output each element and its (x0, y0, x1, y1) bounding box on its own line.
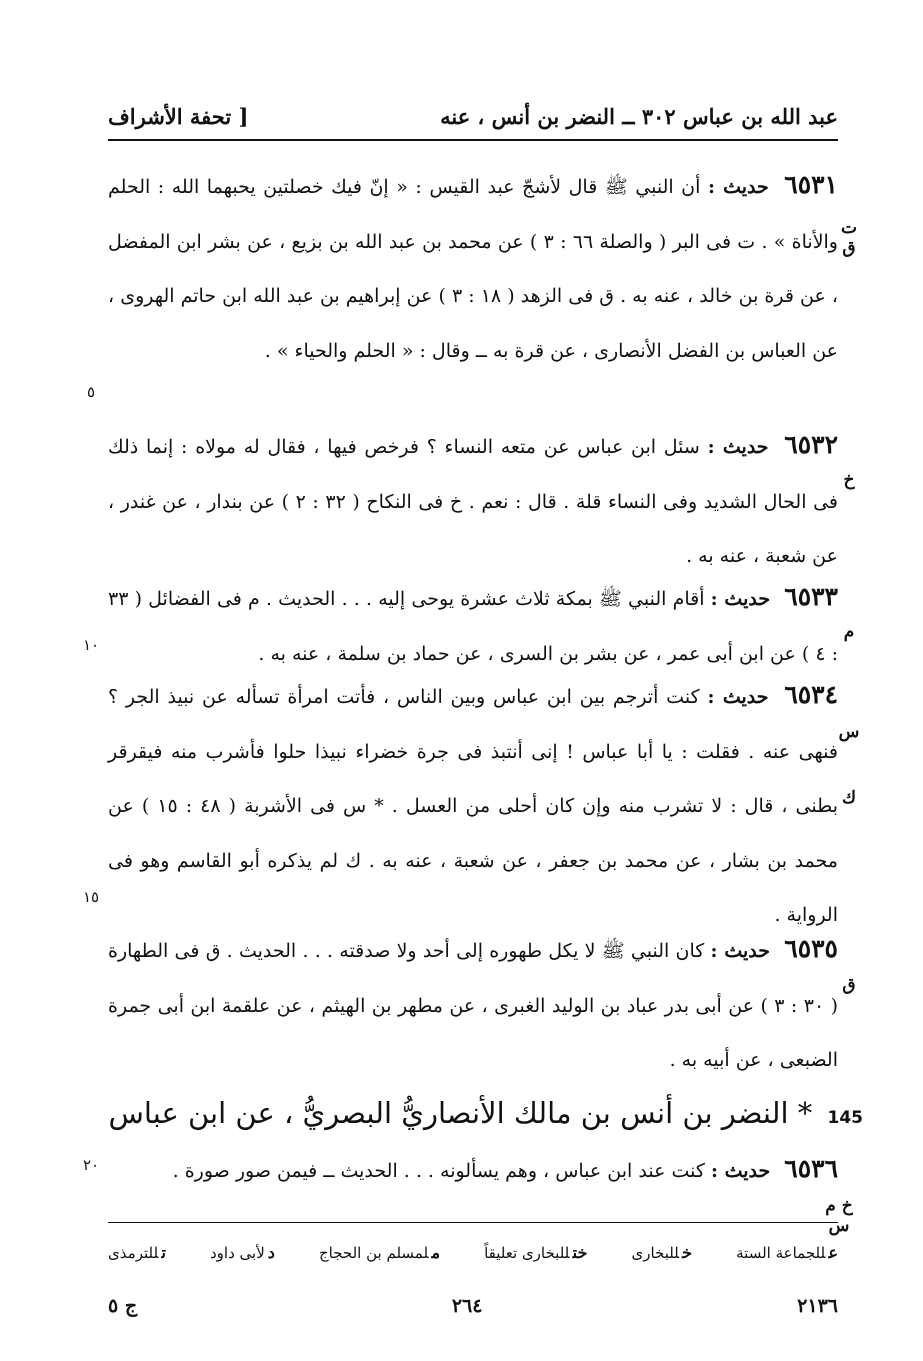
hadith-label: حديث : (707, 686, 769, 708)
hadith-text: أقام النبي ﷺ بمكة ثلاث عشرة يوحى إليه . . . الحديث . م فى الفضائل ( ٣٣ : ٤ ) عن ابن أبى عمر ، عن بشر بن السرى ، عن حماد بن سلمة ، عنه به . (108, 588, 838, 665)
header-rule (108, 139, 838, 141)
hadith-label: حديث : (707, 176, 769, 198)
footer-right: ٢١٣٦ (797, 1295, 838, 1317)
source-code-margin: م (843, 622, 855, 642)
hadith-text: سئل ابن عباس عن متعه النساء ؟ فرخص فيها ، فقال له مولاه : إنما ذلك فى الحال الشديد وفى النساء قلة . قال : نعم . خ فى النكاح ( ٣٢ : ٢ ) عن بندار ، عن غندر ، عن شعبة ، عنه به . (108, 436, 838, 567)
abbrev-item: دلأبى داود (209, 1242, 275, 1262)
line-number: ١٥ (82, 888, 100, 906)
source-code-margin: خ (843, 470, 855, 490)
chapter-heading (108, 1090, 863, 1141)
hadith-6533 (108, 570, 838, 681)
hadith-label: حديث : (710, 588, 771, 610)
hadith-6534 (108, 668, 838, 943)
abbrev-item: عللجماعة الستة (736, 1242, 838, 1262)
hadith-6532 (108, 418, 838, 584)
hadith-6535 (108, 922, 838, 1088)
hadith-number: ٦٥٣٣ (784, 582, 838, 611)
footnote-rule (108, 1222, 838, 1223)
hadith-number: ٦٥٣٢ (784, 430, 838, 459)
abbrev-item: خللبخارى (631, 1242, 693, 1262)
source-code-margin: س (838, 722, 860, 742)
volume-number: ج ٥ (108, 1295, 138, 1317)
hadith-number: ٦٥٣٤ (784, 680, 839, 709)
source-code-margin: ك (841, 788, 856, 808)
running-header (108, 96, 838, 136)
hadith-label: حديث : (710, 940, 771, 962)
hadith-text: كان النبي ﷺ لا يكل طهوره إلى أحد ولا صدقته . . . الحديث . ق فى الطهارة ( ٣٠ : ٣ ) عن أبى بدر عباد بن الوليد الغبرى ، عن مطهر بن الهيثم ، عن علقمة ابن أبى جمرة الضبعى ، عن أبيه به . (108, 940, 838, 1071)
abbrev-item: تللترمذى (108, 1242, 166, 1262)
header-right: عبد الله بن عباس ٣٠٢ ــ النضر بن أنس ، عنه (440, 103, 838, 129)
header-left: [ تحفة الأشراف (108, 103, 249, 129)
hadith-6536 (108, 1142, 838, 1199)
hadith-number: ٦٥٣٥ (784, 934, 838, 963)
abbrev-item: ملمسلم بن الحجاج (318, 1242, 441, 1262)
hadith-label: حديث : (710, 1160, 771, 1182)
chapter-number: 145 (827, 1108, 863, 1128)
line-number: ١٠ (82, 636, 100, 654)
hadith-label: حديث : (707, 436, 769, 458)
page-footer (108, 1288, 838, 1324)
source-code-margin: ت ق (840, 218, 857, 258)
page-number: ٢٦٤ (451, 1295, 483, 1317)
source-code-margin: ق (842, 975, 856, 995)
line-number: ٢٠ (82, 1156, 100, 1174)
chapter-star: * (797, 1096, 813, 1130)
hadith-text: كنت أترجم بين ابن عباس وبين الناس ، فأتت امرأة تسأله عن نبيذ الجر ؟ فنهى عنه . فقلت : يا أبا عباس ! إنى أنتبذ فى جرة خضراء نبيذا حلوا فأشرب منه فيقرقر بطنى ، قال : لا تشرب منه وإن كان أحلى من العسل . * س فى الأشربة ( ٤٨ : ١٥ ) عن محمد بن بشار ، عن محمد بن جعفر ، عن شعبة ، عنه به . ك لم يذكره أبو القاسم وهو فى الرواية . (108, 686, 838, 926)
hadith-6531 (108, 158, 838, 378)
abbrev-item: ختللبخارى تعليقاً (484, 1242, 588, 1262)
hadith-number: ٦٥٣١ (784, 170, 838, 199)
hadith-text: أن النبي ﷺ قال لأشجّ عبد القيس : « إنّ فيك خصلتين يحبهما الله : الحلم والأناة » . ت فى البر ( والصلة ٦٦ : ٣ ) عن محمد بن عبد الله بن بزيع ، عن بشر ابن المفضل ، عن قرة بن خالد ، عنه به . ق فى الزهد ( ١٨ : ٣ ) عن إبراهيم بن عبد الله ابن حاتم الهروى ، عن العباس بن الفضل الأنصارى ، عن قرة به ــ وقال : « الحلم والحياء » . (108, 176, 839, 362)
line-number: ٥ (86, 383, 96, 401)
hadith-text: كنت عند ابن عباس ، وهم يسألونه . . . الحديث ــ فيمن صور صورة . (172, 1160, 705, 1182)
chapter-title: النضر بن أنس بن مالك الأنصاريُّ البصريُّ ، عن ابن عباس (108, 1096, 789, 1130)
hadith-number: ٦٥٣٦ (784, 1154, 838, 1183)
abbreviation-key (108, 1232, 838, 1272)
source-code-margin: خ م س (825, 1196, 853, 1236)
